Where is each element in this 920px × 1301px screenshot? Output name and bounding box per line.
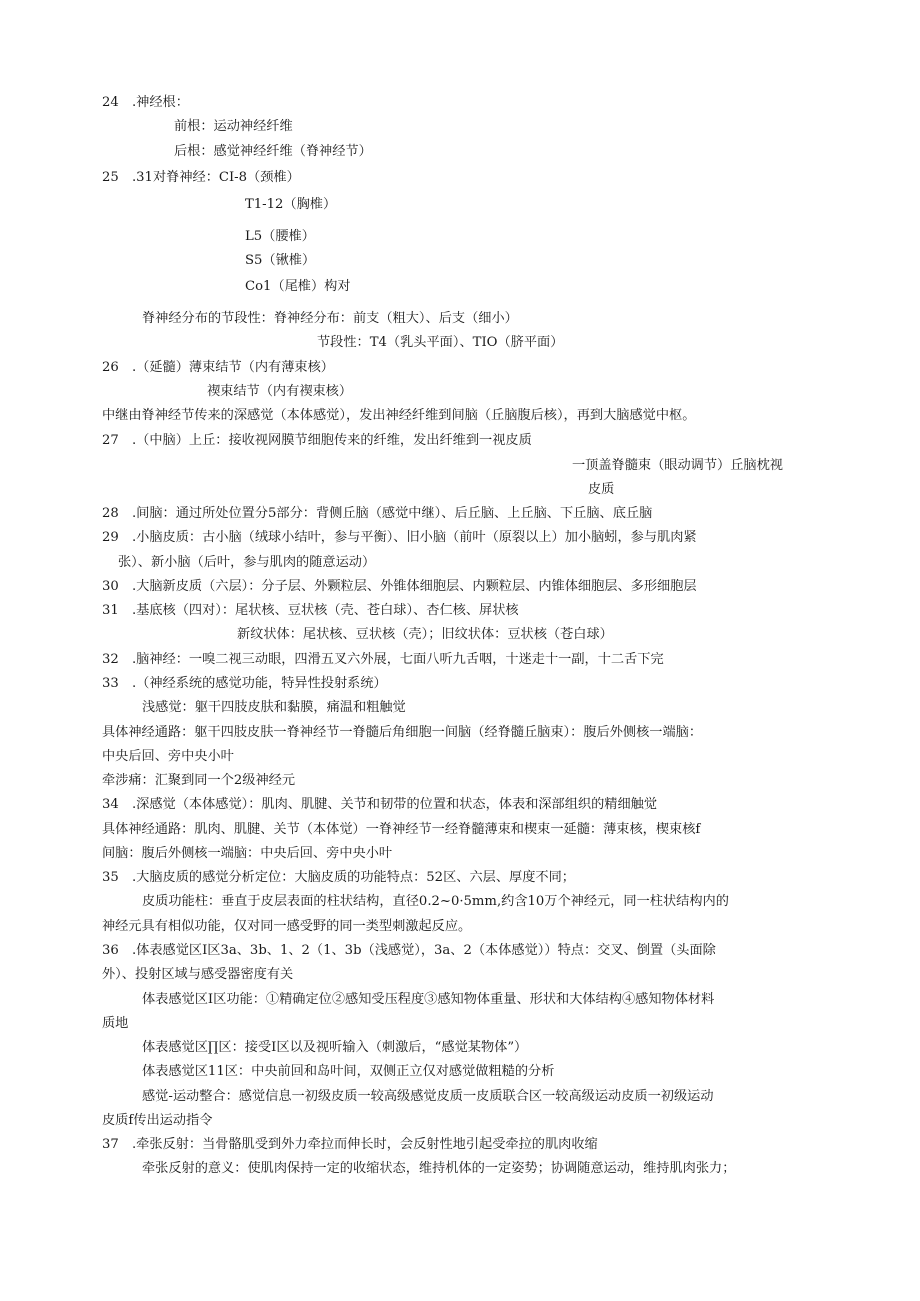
- item-36-title: 36 .体表感觉区I区3a、3b、1、2（1、3b（浅感觉），3a、2（本体感觉））特点：交叉、倒置（头面除: [102, 943, 716, 958]
- text-line: 牵涉痛：汇聚到同一个2级神经元: [102, 773, 296, 788]
- text-line: 神经元具有相似功能，仅对同一感受野的同一类型刺激起反应。: [102, 919, 472, 934]
- text-line: 张）、新小脑（后叶，参与肌肉的随意运动）: [118, 555, 376, 570]
- text-line: 节段性：T4（乳头平面）、TIO（脐平面）: [317, 335, 564, 350]
- item-29-title: 29 .小脑皮质：古小脑（绒球小结叶，参与平衡）、旧小脑（前叶（原裂以上）加小脑蚓，参与肌肉紧: [102, 530, 697, 545]
- item-28-title: 28 .间脑：通过所处位置分5部分：背侧丘脑（感觉中继）、后丘脑、上丘脑、下丘脑、底丘脑: [102, 506, 653, 521]
- text-line: 中继由脊神经节传来的深感觉（本体感觉），发出神经纤维到间脑（丘脑腹后核），再到大脑感觉中枢。: [102, 408, 696, 423]
- text-line: 禊束结节（内有禊束核）: [207, 384, 353, 399]
- item-35-title: 35 .大脑皮质的感觉分析定位：大脑皮质的功能特点：52区、六层、厚度不同；: [102, 870, 575, 885]
- text-line: 皮质: [588, 482, 615, 497]
- text-line: 中央后回、旁中央小叶: [102, 749, 234, 764]
- text-line: 脊神经分布的节段性：脊神经分布：前支（粗大）、后支（细小）: [142, 311, 518, 326]
- text-line: 新纹状体：尾状核、豆状核（壳）；旧纹状体：豆状核（苍白球）: [237, 627, 613, 642]
- item-33-title: 33 .（神经系统的感觉功能，特异性投射系统）: [102, 676, 387, 691]
- text-line: T1-12（胸椎）: [245, 197, 337, 212]
- text-line: 体表感觉区11区：中央前回和岛叶间，双侧正立仅对感觉做粗糙的分析: [142, 1064, 555, 1079]
- text-line: 体表感觉区I区功能：①精确定位②感知受压程度③感知物体重量、形状和大体结构④感知物体材料: [142, 992, 715, 1007]
- text-line: 感觉-运动整合：感觉信息一初级皮质一较高级感觉皮质一皮质联合区一较高级运动皮质一初级运动: [142, 1089, 714, 1104]
- text-line: 体表感觉区∏区：接受I区以及视听输入（刺激后，“感觉某物体”）: [142, 1040, 528, 1055]
- item-27-title: 27 .（中脑）上丘：接收视网膜节细胞传来的纤维，发出纤维到一视皮质: [102, 433, 532, 448]
- text-line: S5（锹椎）: [245, 253, 316, 268]
- text-line: 一顶盖脊髓束（眼动调节）丘脑枕视: [572, 458, 783, 473]
- text-line: 间脑：腹后外侧核一端脑：中央后回、旁中央小叶: [102, 846, 393, 861]
- text-line: 质地: [102, 1016, 129, 1031]
- text-line: L5（腰椎）: [245, 229, 315, 244]
- text-line: 前根：运动神经纤维: [174, 119, 293, 134]
- text-line: 具体神经通路：肌肉、肌腱、关节（本体觉）一脊神经节一经脊髓薄束和楔束一延髓：薄束核，楔束核f: [102, 822, 701, 837]
- item-34-title: 34 .深感觉（本体感觉）：肌肉、肌腱、关节和韧带的位置和状态，体表和深部组织的精细触觉: [102, 797, 658, 812]
- item-25-title: 25 .31对脊神经：CI-8（颈椎）: [102, 170, 300, 185]
- item-32-title: 32 .脑神经：一嗅二视三动眼，四滑五叉六外展，七面八听九舌咽，十迷走十一副，十二舌下完: [102, 652, 664, 667]
- text-line: 外）、投射区域与感受器密度有关: [102, 967, 294, 982]
- item-37-title: 37 .牵张反射：当骨骼肌受到外力牵拉而伸长时，会反射性地引起受牵拉的肌肉收缩: [102, 1137, 598, 1152]
- text-line: 皮质f传出运动指令: [102, 1113, 213, 1128]
- item-31-title: 31 .基底核（四对）：尾状核、豆状核（壳、苍白球）、杏仁核、屏状核: [102, 603, 519, 618]
- item-30-title: 30 .大脑新皮质（六层）：分子层、外颗粒层、外锥体细胞层、内颗粒层、内锥体细胞层、多形细胞层: [102, 579, 697, 594]
- item-26-title: 26 .（延髓）薄束结节（内有薄束核）: [102, 360, 334, 375]
- text-line: 牵张反射的意义：使肌肉保持一定的收缩状态，维持机体的一定姿势；协调随意运动，维持肌肉张力；: [142, 1161, 736, 1176]
- text-line: 皮质功能柱：垂直于皮层表面的柱状结构，直径0.2~0·5mm,约含10万个神经元，同一柱状结构内的: [142, 894, 729, 909]
- text-line: Co1（尾椎）构对: [245, 279, 351, 294]
- text-line: 具体神经通路：躯干四肢皮肤一脊神经节一脊髓后角细胞一间脑（经脊髓丘脑束）：腹后外侧核一端脑：: [102, 725, 703, 740]
- text-line: 后根：感觉神经纤维（脊神经节）: [174, 144, 372, 159]
- item-24-title: 24 .神经根：: [102, 95, 189, 110]
- text-line: 浅感觉：躯干四肢皮肤和黏膜，痛温和粗触觉: [142, 700, 406, 715]
